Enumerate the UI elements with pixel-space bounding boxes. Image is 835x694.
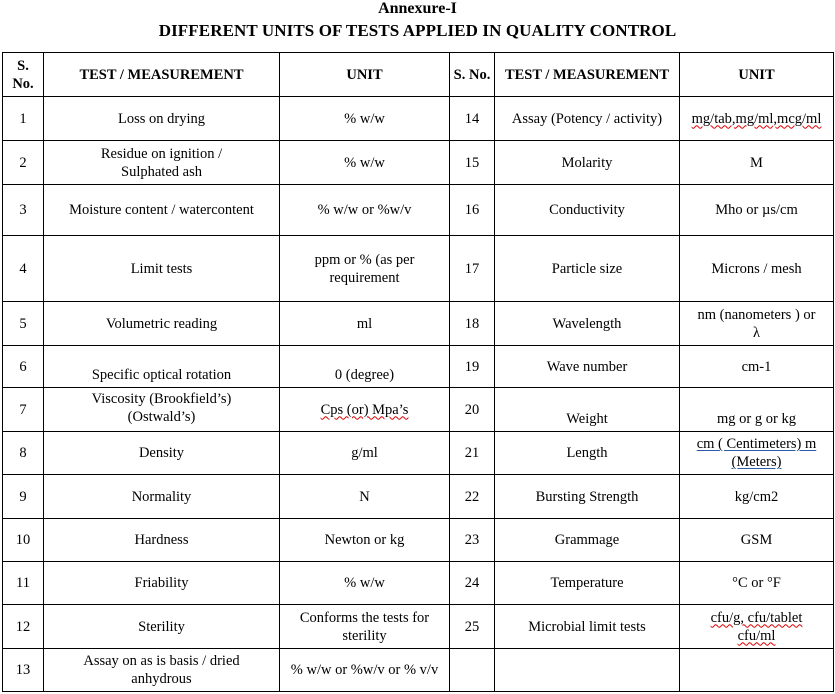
- test-cell: Normality: [44, 475, 280, 519]
- col-header-unit: UNIT: [280, 53, 450, 97]
- test-cell: Viscosity (Brookfield’s) (Ostwald’s): [44, 388, 280, 432]
- unit-cell: Conforms the tests for sterility: [280, 605, 450, 649]
- sno-cell: 17: [450, 236, 495, 302]
- test-cell: Wave number: [495, 346, 680, 388]
- unit-cell: kg/cm2: [680, 475, 834, 519]
- unit-cell: [680, 649, 834, 692]
- sno-cell: 20: [450, 388, 495, 432]
- unit-cell: % w/w: [280, 562, 450, 605]
- unit-cell: Mho or µs/cm: [680, 185, 834, 236]
- sno-cell: 24: [450, 562, 495, 605]
- sno-cell: 13: [3, 649, 44, 692]
- test-cell: Moisture content / watercontent: [44, 185, 280, 236]
- sno-cell: 9: [3, 475, 44, 519]
- sno-cell: 4: [3, 236, 44, 302]
- col-header-test: TEST / MEASUREMENT: [44, 53, 280, 97]
- col-header-test-2: TEST / MEASUREMENT: [495, 53, 680, 97]
- sno-cell: 12: [3, 605, 44, 649]
- table-row: [3, 605, 834, 649]
- test-cell: Grammage: [495, 519, 680, 562]
- sno-cell: 2: [3, 141, 44, 185]
- sno-cell: 11: [3, 562, 44, 605]
- table-row: [3, 97, 834, 141]
- table-row: [3, 346, 834, 388]
- test-cell: Particle size: [495, 236, 680, 302]
- sno-cell: 6: [3, 346, 44, 388]
- unit-cell: N: [280, 475, 450, 519]
- unit-cell: M: [680, 141, 834, 185]
- unit-cell: Microns / mesh: [680, 236, 834, 302]
- unit-cell: [680, 97, 834, 141]
- unit-cell: [680, 605, 834, 649]
- unit-cell: mg or g or kg: [680, 388, 834, 432]
- unit-cell: GSM: [680, 519, 834, 562]
- table-row: [3, 236, 834, 302]
- sno-cell: 5: [3, 302, 44, 346]
- test-cell: Hardness: [44, 519, 280, 562]
- test-cell: Sterility: [44, 605, 280, 649]
- unit-cell: nm (nanometers ) or λ: [680, 302, 834, 346]
- unit-cell: 0 (degree): [280, 346, 450, 388]
- test-cell: Microbial limit tests: [495, 605, 680, 649]
- unit-cell: ml: [280, 302, 450, 346]
- unit-cell: [280, 388, 450, 432]
- sno-cell: 8: [3, 432, 44, 475]
- unit-text: mg/tab,mg/ml,mcg/ml: [691, 110, 822, 127]
- table-row: [3, 562, 834, 605]
- header-row: [3, 53, 834, 97]
- sno-cell: 23: [450, 519, 495, 562]
- table-row: [3, 388, 834, 432]
- col-header-sno-2: S. No.: [450, 53, 495, 97]
- sno-cell: 21: [450, 432, 495, 475]
- unit-cell: g/ml: [280, 432, 450, 475]
- test-cell: Molarity: [495, 141, 680, 185]
- test-cell: Residue on ignition / Sulphated ash: [44, 141, 280, 185]
- table-row: [3, 649, 834, 692]
- unit-cell: °C or °F: [680, 562, 834, 605]
- document-title: DIFFERENT UNITS OF TESTS APPLIED IN QUALITY CONTROL: [158, 21, 677, 40]
- sno-cell: 15: [450, 141, 495, 185]
- annexure-label: Annexure-I: [378, 0, 457, 17]
- col-header-sno: S. No.: [3, 53, 44, 97]
- sno-cell: 1: [3, 97, 44, 141]
- unit-cell: cm-1: [680, 346, 834, 388]
- sno-cell: [450, 649, 495, 692]
- sno-cell: 25: [450, 605, 495, 649]
- sno-cell: 16: [450, 185, 495, 236]
- table-row: [3, 185, 834, 236]
- test-cell: Limit tests: [44, 236, 280, 302]
- test-cell: Specific optical rotation: [44, 346, 280, 388]
- table-row: [3, 519, 834, 562]
- col-header-unit-2: UNIT: [680, 53, 834, 97]
- sno-cell: 22: [450, 475, 495, 519]
- sno-cell: 10: [3, 519, 44, 562]
- unit-cell: % w/w: [280, 97, 450, 141]
- unit-cell: [680, 432, 834, 475]
- unit-cell: % w/w or %w/v or % v/v: [280, 649, 450, 692]
- test-cell: Assay on as is basis / dried anhydrous: [44, 649, 280, 692]
- table-row: [3, 302, 834, 346]
- test-cell: Conductivity: [495, 185, 680, 236]
- units-table: [2, 52, 834, 692]
- unit-cell: % w/w or %w/v: [280, 185, 450, 236]
- test-cell: Volumetric reading: [44, 302, 280, 346]
- table-row: [3, 432, 834, 475]
- unit-text: Cps (or) Mpa’s: [320, 401, 409, 418]
- table-row: [3, 475, 834, 519]
- test-cell: [495, 649, 680, 692]
- sno-cell: 18: [450, 302, 495, 346]
- test-cell: Loss on drying: [44, 97, 280, 141]
- unit-cell: Newton or kg: [280, 519, 450, 562]
- unit-cell: ppm or % (as per requirement: [280, 236, 450, 302]
- unit-text: cm ( Centimeters) m (Meters): [696, 436, 817, 470]
- test-cell: Temperature: [495, 562, 680, 605]
- test-cell: Wavelength: [495, 302, 680, 346]
- test-cell: Length: [495, 432, 680, 475]
- test-cell: Weight: [495, 388, 680, 432]
- test-cell: Friability: [44, 562, 280, 605]
- unit-cell: % w/w: [280, 141, 450, 185]
- test-cell: Assay (Potency / activity): [495, 97, 680, 141]
- table-row: [3, 141, 834, 185]
- test-cell: Bursting Strength: [495, 475, 680, 519]
- sno-cell: 7: [3, 388, 44, 432]
- sno-cell: 19: [450, 346, 495, 388]
- unit-text: cfu/g, cfu/tablet cfu/ml: [710, 609, 803, 644]
- sno-cell: 14: [450, 97, 495, 141]
- sno-cell: 3: [3, 185, 44, 236]
- test-cell: Density: [44, 432, 280, 475]
